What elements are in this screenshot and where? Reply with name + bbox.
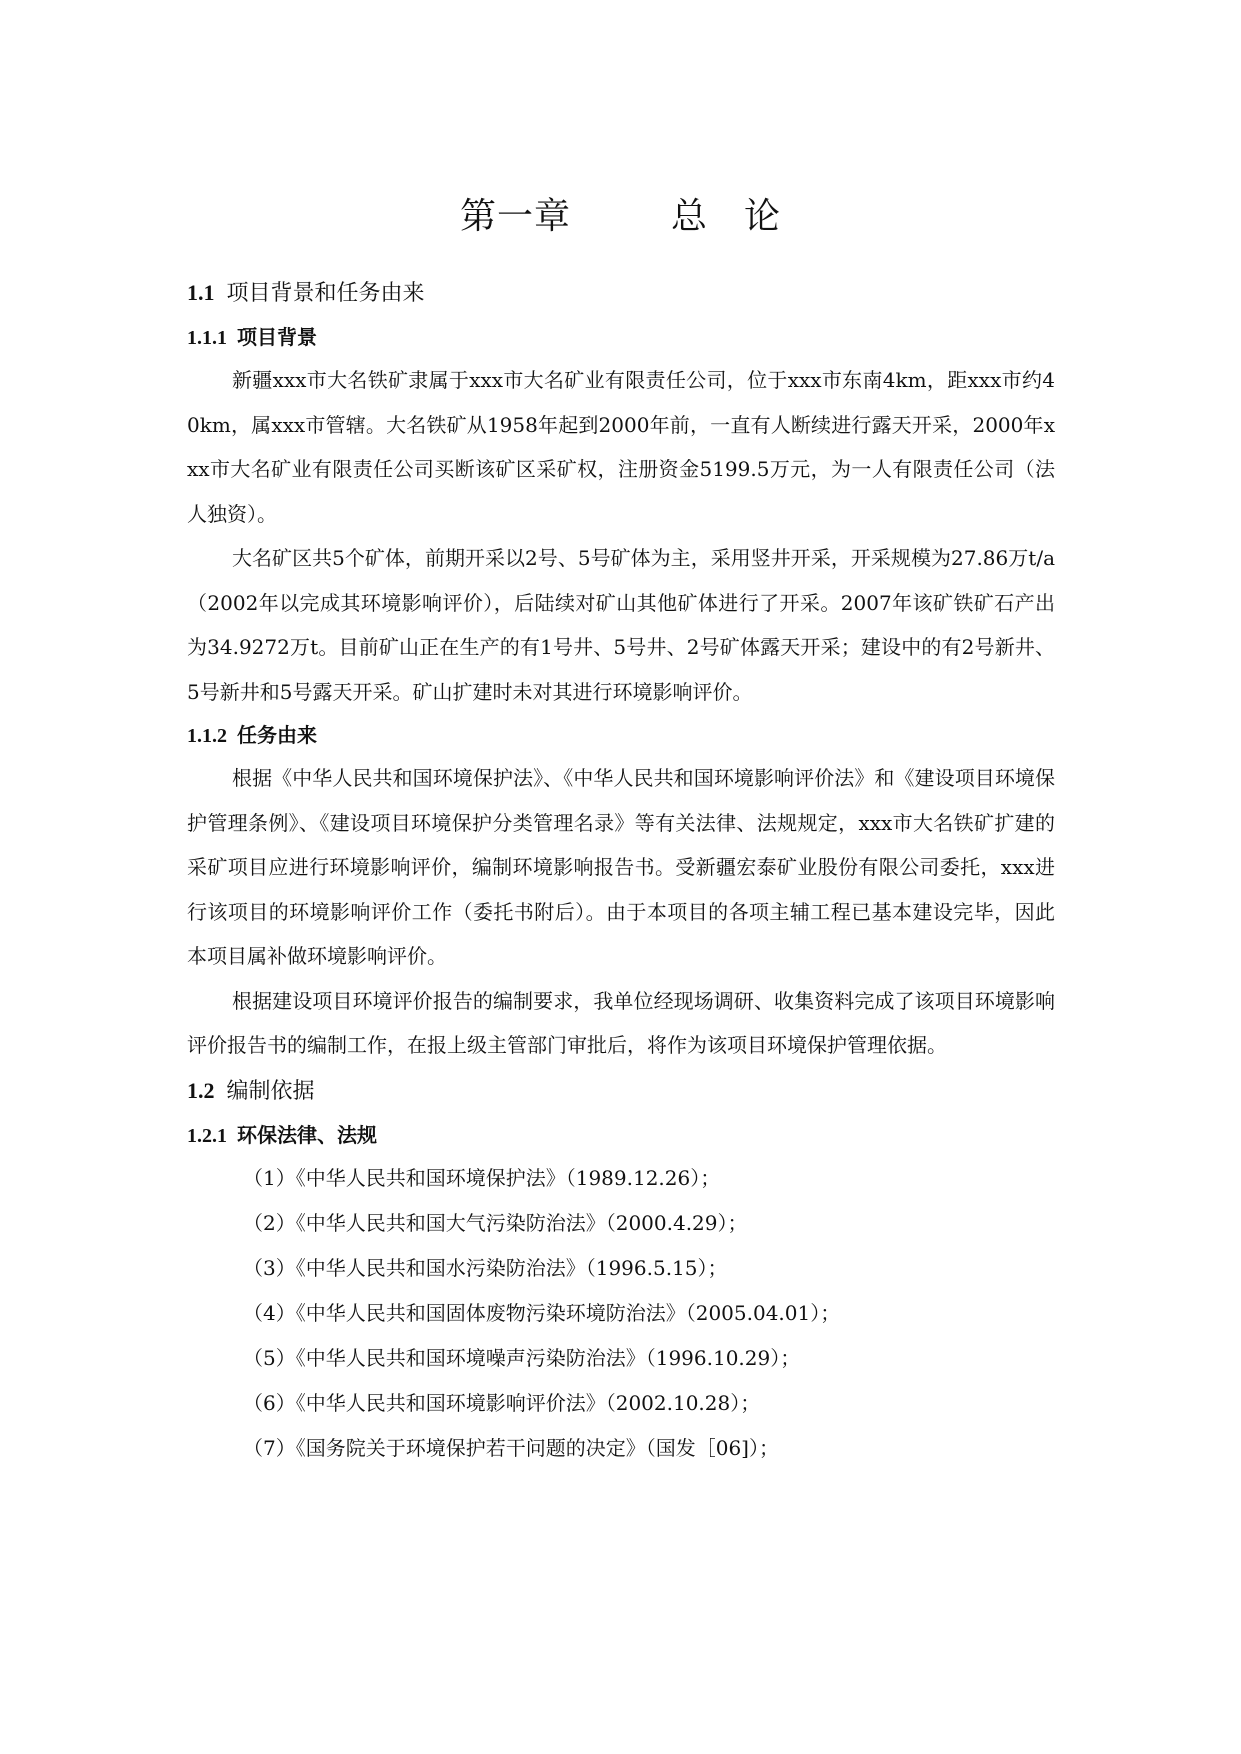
law-list-item: （7）《国务院关于环境保护若干问题的决定》（国发［06]）； bbox=[243, 1435, 779, 1460]
subsection-heading-1-1-2 bbox=[187, 714, 1055, 756]
law-list-item: （6）《中华人民共和国环境影响评价法》（2002.10.28）； bbox=[243, 1390, 761, 1415]
subsection-title: 任务由来 bbox=[237, 723, 317, 747]
law-list bbox=[187, 1156, 1055, 1471]
chapter-label: 第一章 bbox=[459, 196, 571, 237]
document-body bbox=[187, 270, 1055, 1471]
subsection-number: 1.2.1 bbox=[187, 1124, 227, 1147]
subsection-number: 1.1.1 bbox=[187, 327, 227, 349]
chapter-title-char-2: 论 bbox=[744, 196, 782, 237]
law-list-item: （5）《中华人民共和国环境噪声污染防治法》（1996.10.29）； bbox=[243, 1345, 801, 1370]
section-heading-1-2 bbox=[187, 1068, 1055, 1114]
paragraph-background-1: 新疆xxx市大名铁矿隶属于xxx市大名矿业有限责任公司，位于xxx市东南4km，距xxx市约40km，属xxx市管辖。大名铁矿从1958年起到2000年前，一直有人断续进行露天开采，2000年xxx市大名矿业有限责任公司买断该矿区采矿权，注册资金5199.5万元，为一人有限责任公司（法人独资）。 bbox=[187, 368, 1055, 526]
law-list-item: （4）《中华人民共和国固体废物污染环境防治法》（2005.04.01）； bbox=[243, 1300, 841, 1325]
section-title: 项目背景和任务由来 bbox=[226, 281, 425, 306]
subsection-title: 项目背景 bbox=[237, 325, 317, 349]
chapter-title bbox=[0, 188, 1241, 239]
section-title: 编制依据 bbox=[226, 1078, 315, 1104]
paragraph-task-origin-1: 根据《中华人民共和国环境保护法》、《中华人民共和国环境影响评价法》和《建设项目环境保护管理条例》、《建设项目环境保护分类管理名录》等有关法律、法规规定，xxx市大名铁矿扩建的采矿项目应进行环境影响评价，编制环境影响报告书。受新疆宏泰矿业股份有限公司委托，xxx进行该项目的环境影响评价工作（委托书附后）。由于本项目的各项主辅工程已基本建设完毕，因此本项目属补做环境影响评价。 bbox=[187, 766, 1055, 968]
section-number: 1.1 bbox=[187, 280, 215, 305]
paragraph-background-2: 大名矿区共5个矿体，前期开采以2号、5号矿体为主，采用竖井开采，开采规模为27.86万t/a（2002年以完成其环境影响评价），后陆续对矿山其他矿体进行了开采。2007年该矿铁矿石产出为34.9272万t。目前矿山正在生产的有1号井、5号井、2号矿体露天开采；建设中的有2号新井、5号新井和5号露天开采。矿山扩建时未对其进行环境影响评价。 bbox=[187, 546, 1055, 704]
law-list-item: （2）《中华人民共和国大气污染防治法》（2000.4.29）； bbox=[243, 1210, 748, 1235]
subsection-heading-1-1-1 bbox=[187, 316, 1055, 358]
subsection-title: 环保法律、法规 bbox=[237, 1122, 377, 1147]
subsection-number: 1.1.2 bbox=[187, 725, 227, 747]
subsection-heading-1-2-1 bbox=[187, 1114, 1055, 1156]
paragraph-task-origin-2: 根据建设项目环境评价报告的编制要求，我单位经现场调研、收集资料完成了该项目环境影响评价报告书的编制工作，在报上级主管部门审批后，将作为该项目环境保护管理依据。 bbox=[187, 988, 1055, 1057]
law-list-item: （3）《中华人民共和国水污染防治法》（1996.5.15）； bbox=[243, 1255, 728, 1280]
section-heading-1-1 bbox=[187, 270, 1055, 316]
section-number: 1.2 bbox=[187, 1077, 215, 1103]
law-list-item: （1）《中华人民共和国环境保护法》（1989.12.26）； bbox=[243, 1165, 721, 1190]
chapter-title-char-1: 总 bbox=[670, 196, 708, 237]
